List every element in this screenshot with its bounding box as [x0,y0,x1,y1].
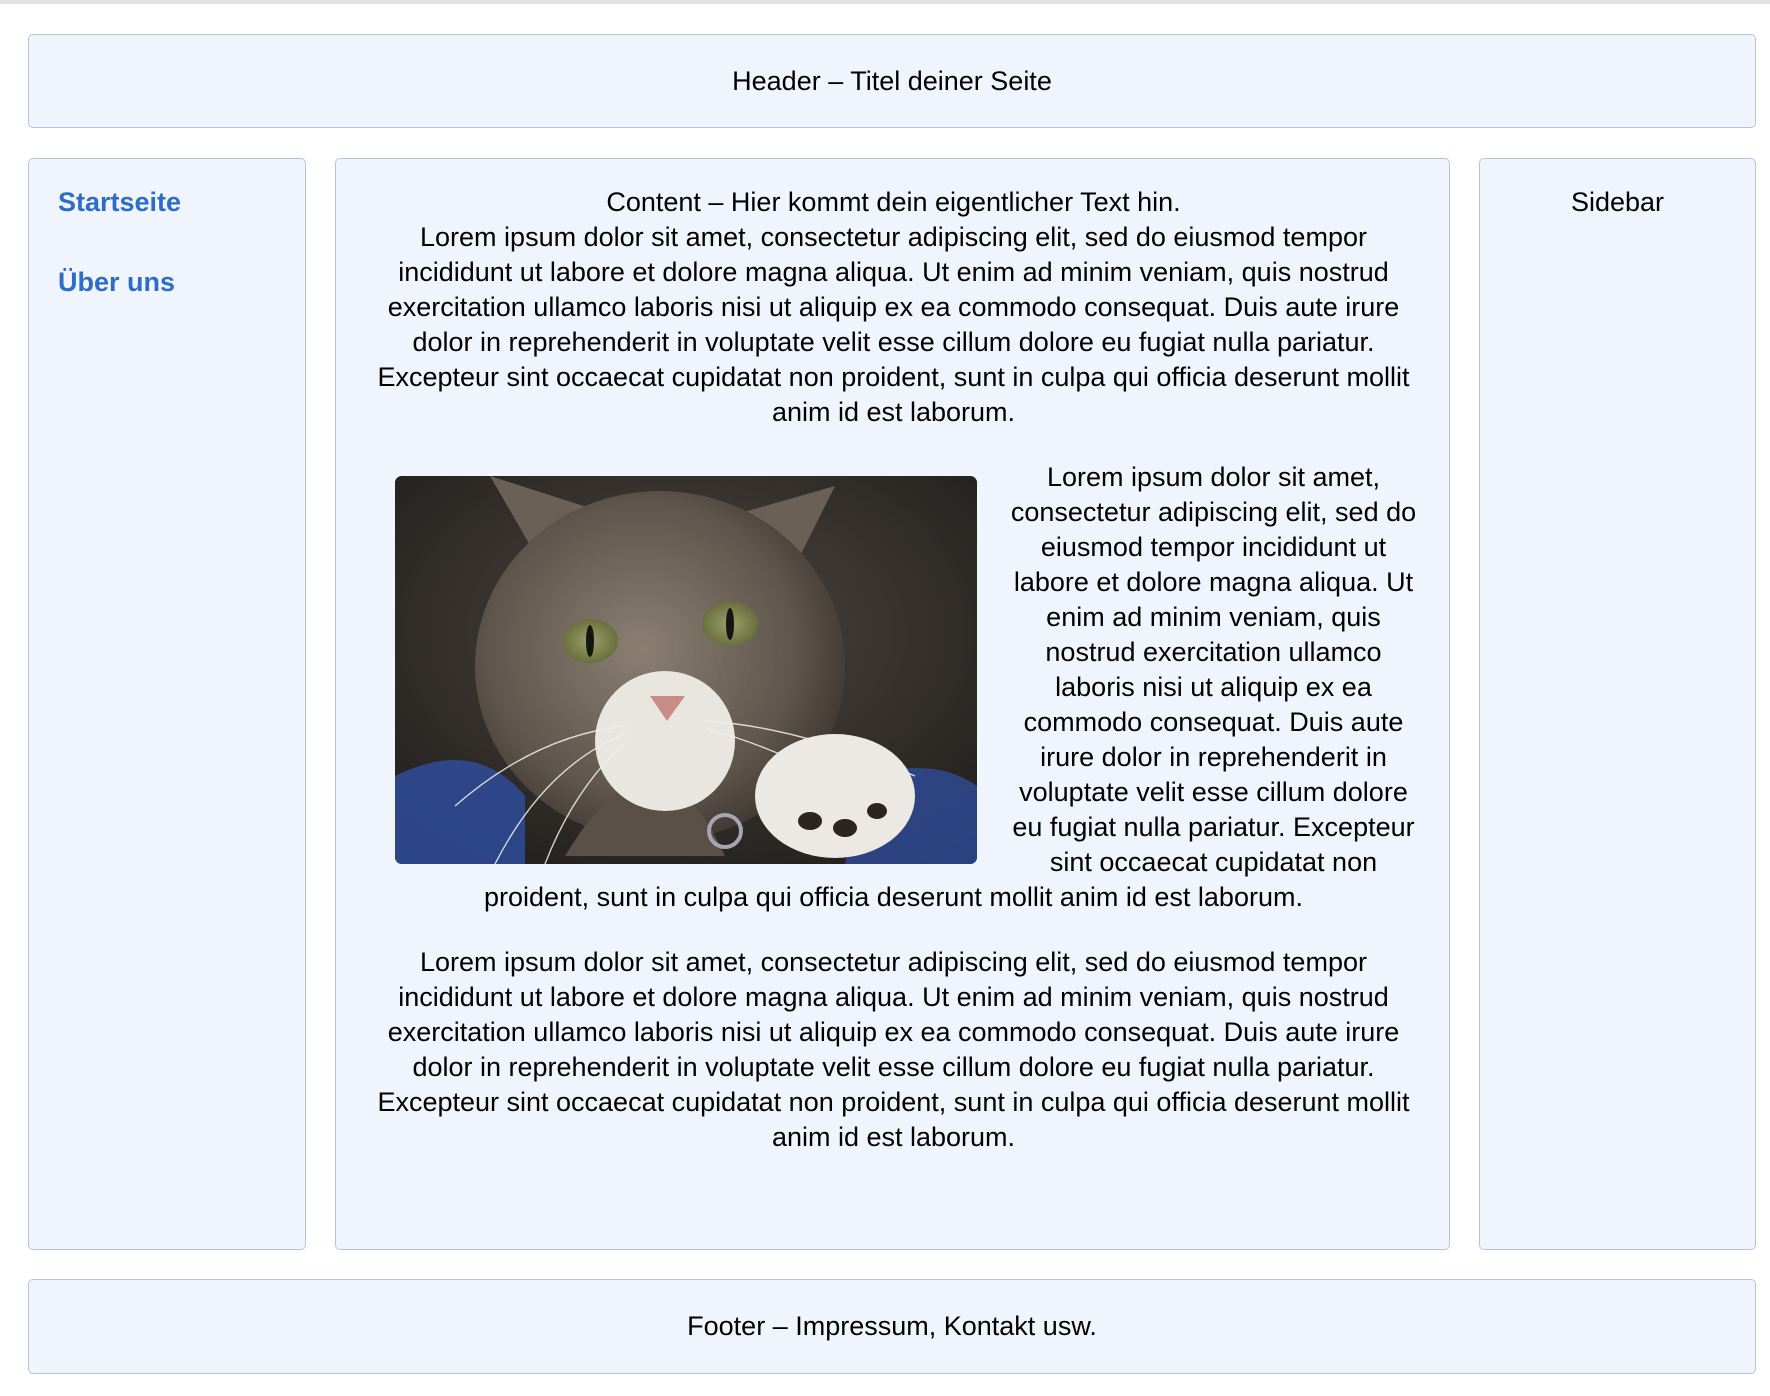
content-paragraph-2: Lorem ipsum dolor sit amet, consectetur adipiscing elit, sed do eiusmod tempor incididunt ut labore et dolore magna aliqua. Ut enim ad minim veniam, quis nostrud exercitation ullamco laboris nisi ut aliquip ex ea commodo consequat. Duis aute irure dolor in reprehenderit in voluptate velit esse cillum dolore eu fugiat nulla pariatur. Excepteur sint occaecat cupidatat non proident, sunt in culpa qui officia deserunt mollit anim id est laborum. [484,462,1417,912]
nav-link-startseite[interactable]: Startseite [58,187,182,217]
header-title: Header – Titel deiner Seite [732,66,1052,96]
content-area [335,158,1450,1250]
cat-photo-drawing [395,476,977,864]
content-intro: Content – Hier kommt dein eigentlicher Text hin. [606,187,1181,217]
page-header [28,34,1756,128]
content-text [366,185,1421,1155]
sidebar-title: Sidebar [1570,187,1665,217]
content-paragraph-1: Lorem ipsum dolor sit amet, consectetur adipiscing elit, sed do eiusmod tempor incididunt ut labore et dolore magna aliqua. Ut enim ad minim veniam, quis nostrud exercitation ullamco laboris nisi ut aliquip ex ea commodo consequat. Duis aute irure dolor in reprehenderit in voluptate velit esse cillum dolore eu fugiat nulla pariatur. Excepteur sint occaecat cupidatat non proident, sunt in culpa qui officia deserunt mollit anim id est laborum. [377,222,1410,427]
nav-link-ueber-uns[interactable]: Über uns [58,267,176,297]
cat-image [395,476,977,864]
sidebar [1479,158,1756,1250]
image-paragraph-block [366,460,1421,915]
footer-text: Footer – Impressum, Kontakt usw. [687,1311,1097,1341]
page-footer [28,1279,1756,1374]
content-paragraph-3: Lorem ipsum dolor sit amet, consectetur adipiscing elit, sed do eiusmod tempor incididunt ut labore et dolore magna aliqua. Ut enim ad minim veniam, quis nostrud exercitation ullamco laboris nisi ut aliquip ex ea commodo consequat. Duis aute irure dolor in reprehenderit in voluptate velit esse cillum dolore eu fugiat nulla pariatur. Excepteur sint occaecat cupidatat non proident, sunt in culpa qui officia deserunt mollit anim id est laborum. [377,947,1410,1152]
nav-menu [28,158,306,1250]
window-top-edge [0,0,1770,4]
